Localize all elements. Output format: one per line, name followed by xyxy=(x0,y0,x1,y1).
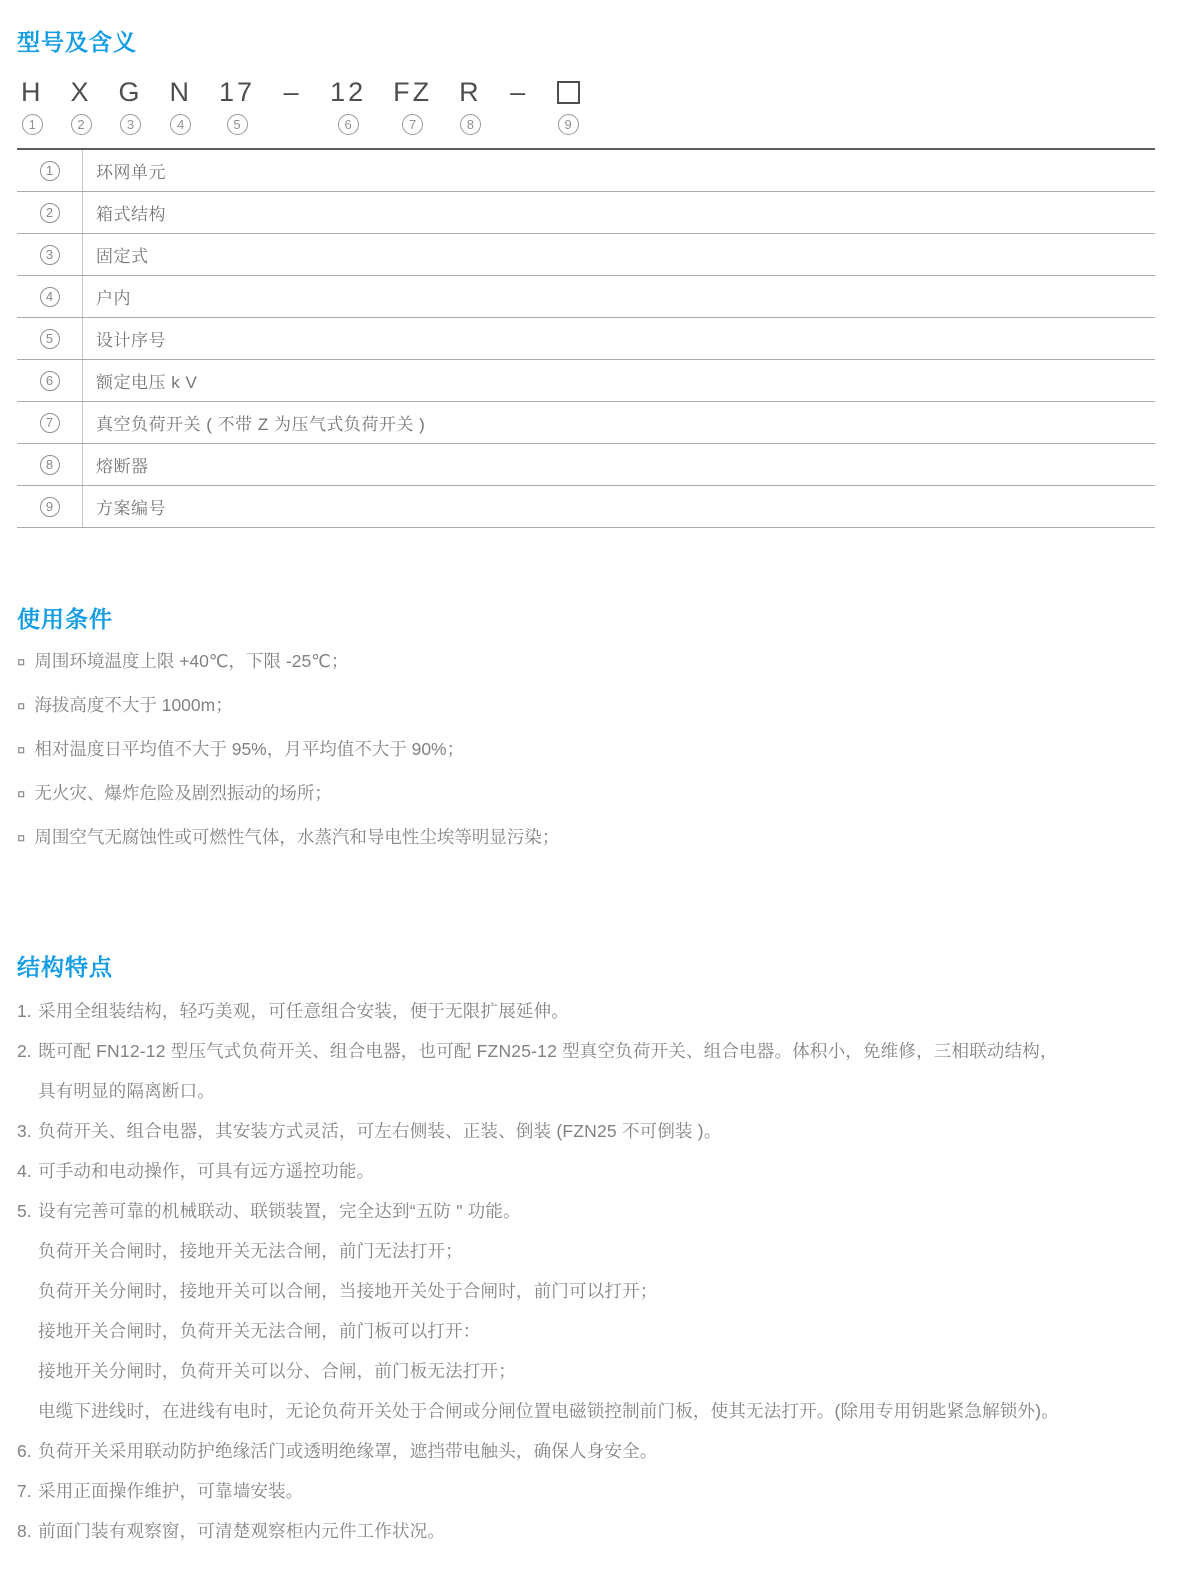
feature-text: 可手动和电动操作，可具有远方遥控功能。 xyxy=(38,1161,375,1181)
code-letter: N xyxy=(169,77,193,107)
feature-text: 接地开关分闸时，负荷开关可以分、合闸，前门板无法打开； xyxy=(38,1361,516,1381)
feature-text: 前面门装有观察窗，可清楚观察柜内元件工作状况。 xyxy=(38,1521,446,1541)
row-circled-number-icon: 3 xyxy=(40,245,60,265)
usage-item xyxy=(17,640,1155,684)
usage-section-title: 使用条件 xyxy=(17,606,113,632)
feature-item xyxy=(17,1191,1155,1431)
usage-item-text: 周围环境温度上限 +40℃，下限 -25℃； xyxy=(34,651,349,671)
code-part-x xyxy=(71,77,92,135)
table-row xyxy=(17,276,1155,318)
usage-item xyxy=(17,728,1155,772)
feature-text: 采用正面操作维护，可靠墙安装。 xyxy=(38,1481,304,1501)
bullet-icon: ¤ xyxy=(17,786,26,803)
code-part-dash2 xyxy=(509,77,530,135)
code-letter: G xyxy=(118,77,143,107)
circled-number-icon: 4 xyxy=(170,114,191,135)
circled-number-icon: 6 xyxy=(338,114,359,135)
feature-number: 2. xyxy=(17,1041,32,1061)
code-part-12 xyxy=(330,77,366,135)
feature-text: 负荷开关分闸时，接地开关可以合闸，当接地开关处于合闸时，前门可以打开； xyxy=(38,1281,658,1301)
table-row xyxy=(17,486,1155,528)
feature-number: 6. xyxy=(17,1441,32,1461)
feature-number: 8. xyxy=(17,1521,32,1541)
code-part-17 xyxy=(219,77,255,135)
circled-number-icon: 5 xyxy=(227,114,248,135)
usage-item xyxy=(17,772,1155,816)
code-part-n xyxy=(170,77,193,135)
code-part-scheme-box xyxy=(557,77,580,135)
features-list xyxy=(17,991,1155,1551)
feature-item xyxy=(17,1471,1155,1511)
table-row xyxy=(17,402,1155,444)
feature-number: 1. xyxy=(17,1001,32,1021)
feature-number: 3. xyxy=(17,1121,32,1141)
table-row xyxy=(17,150,1155,192)
row-description: 额定电压 k V xyxy=(96,373,198,392)
feature-item xyxy=(17,1031,1155,1111)
feature-item xyxy=(17,1151,1155,1191)
dash-glyph: – xyxy=(510,77,529,107)
feature-text: 负荷开关采用联动防护绝缘活门或透明绝缘罩，遮挡带电触头，确保人身安全。 xyxy=(38,1441,658,1461)
usage-item-text: 周围空气无腐蚀性或可燃性气体，水蒸汽和导电性尘埃等明显污染； xyxy=(34,827,560,847)
row-circled-number-icon: 7 xyxy=(40,413,60,433)
feature-number: 4. xyxy=(17,1161,32,1181)
usage-item-text: 相对温度日平均值不大于 95%，月平均值不大于 90%； xyxy=(34,739,465,759)
dash-glyph: – xyxy=(283,77,302,107)
table-row xyxy=(17,192,1155,234)
feature-text: 采用全组装结构，轻巧美观，可任意组合安装，便于无限扩展延伸。 xyxy=(38,1001,569,1021)
row-circled-number-icon: 5 xyxy=(40,329,60,349)
circled-number-icon: 3 xyxy=(120,114,141,135)
feature-item xyxy=(17,1431,1155,1471)
feature-text: 负荷开关、组合电器，其安装方式灵活，可左右侧装、正装、倒装 (FZN25 不可倒装 )。 xyxy=(38,1121,722,1141)
features-section-title: 结构特点 xyxy=(17,954,113,980)
row-circled-number-icon: 9 xyxy=(40,497,60,517)
usage-item-text: 无火灾、爆炸危险及剧烈振动的场所； xyxy=(34,783,332,803)
bullet-icon: ¤ xyxy=(17,830,26,847)
usage-conditions-list xyxy=(17,640,1155,860)
row-circled-number-icon: 8 xyxy=(40,455,60,475)
model-meaning-table xyxy=(17,148,1155,528)
bullet-icon: ¤ xyxy=(17,698,26,715)
bullet-icon: ¤ xyxy=(17,742,26,759)
row-description: 真空负荷开关 ( 不带 Z 为压气式负荷开关 ) xyxy=(96,415,426,434)
row-description: 固定式 xyxy=(96,247,149,266)
code-letter: 12 xyxy=(330,77,367,107)
row-description: 环网单元 xyxy=(96,163,166,182)
code-part-fz xyxy=(393,77,432,135)
feature-item xyxy=(17,1511,1155,1551)
table-row xyxy=(17,360,1155,402)
circled-number-icon: 9 xyxy=(558,114,579,135)
code-letter: X xyxy=(70,77,92,107)
circled-number-icon: 7 xyxy=(402,114,423,135)
feature-text: 负荷开关合闸时，接地开关无法合闸，前门无法打开； xyxy=(38,1241,463,1261)
code-letter: FZ xyxy=(393,77,433,107)
table-row xyxy=(17,444,1155,486)
code-part-g xyxy=(119,77,143,135)
row-circled-number-icon: 2 xyxy=(40,203,60,223)
feature-number: 5. xyxy=(17,1201,32,1221)
feature-text: 电缆下进线时，在进线有电时，无论负荷开关处于合闸或分闸位置电磁锁控制前门板，使其无法打开。(除用专用钥匙紧急解锁外)。 xyxy=(38,1401,1059,1421)
row-description: 方案编号 xyxy=(96,499,166,518)
code-part-r xyxy=(459,77,482,135)
model-code-row xyxy=(21,77,1155,135)
usage-item xyxy=(17,816,1155,860)
row-circled-number-icon: 1 xyxy=(40,161,60,181)
row-circled-number-icon: 4 xyxy=(40,287,60,307)
feature-item xyxy=(17,1111,1155,1151)
page-content xyxy=(0,27,1191,1551)
circled-number-icon: 1 xyxy=(22,114,43,135)
table-row xyxy=(17,234,1155,276)
code-letter: R xyxy=(459,77,482,107)
feature-text: 设有完善可靠的机械联动、联锁装置，完全达到“五防 " 功能。 xyxy=(38,1201,521,1221)
row-description: 设计序号 xyxy=(96,331,166,350)
feature-text: 既可配 FN12-12 型压气式负荷开关、组合电器，也可配 FZN25-12 型真空负荷开关、组合电器。体积小，免维修，三相联动结构， xyxy=(38,1041,1058,1061)
usage-item-text: 海拔高度不大于 1000m； xyxy=(34,695,233,715)
circled-number-icon: 2 xyxy=(71,114,92,135)
feature-number: 7. xyxy=(17,1481,32,1501)
feature-text: 具有明显的隔离断口。 xyxy=(38,1081,215,1101)
row-description: 箱式结构 xyxy=(96,205,166,224)
code-part-h xyxy=(21,77,44,135)
placeholder-box-icon xyxy=(557,81,580,104)
code-letter: H xyxy=(21,77,44,107)
row-circled-number-icon: 6 xyxy=(40,371,60,391)
feature-text: 接地开关合闸时，负荷开关无法合闸，前门板可以打开： xyxy=(38,1321,481,1341)
usage-item xyxy=(17,684,1155,728)
bullet-icon: ¤ xyxy=(17,654,26,671)
row-description: 熔断器 xyxy=(96,457,149,476)
model-section-title: 型号及含义 xyxy=(17,29,137,55)
code-letter: 17 xyxy=(219,77,256,107)
code-part-dash xyxy=(282,77,303,135)
row-description: 户内 xyxy=(96,289,131,308)
table-row xyxy=(17,318,1155,360)
feature-item xyxy=(17,991,1155,1031)
circled-number-icon: 8 xyxy=(460,114,481,135)
